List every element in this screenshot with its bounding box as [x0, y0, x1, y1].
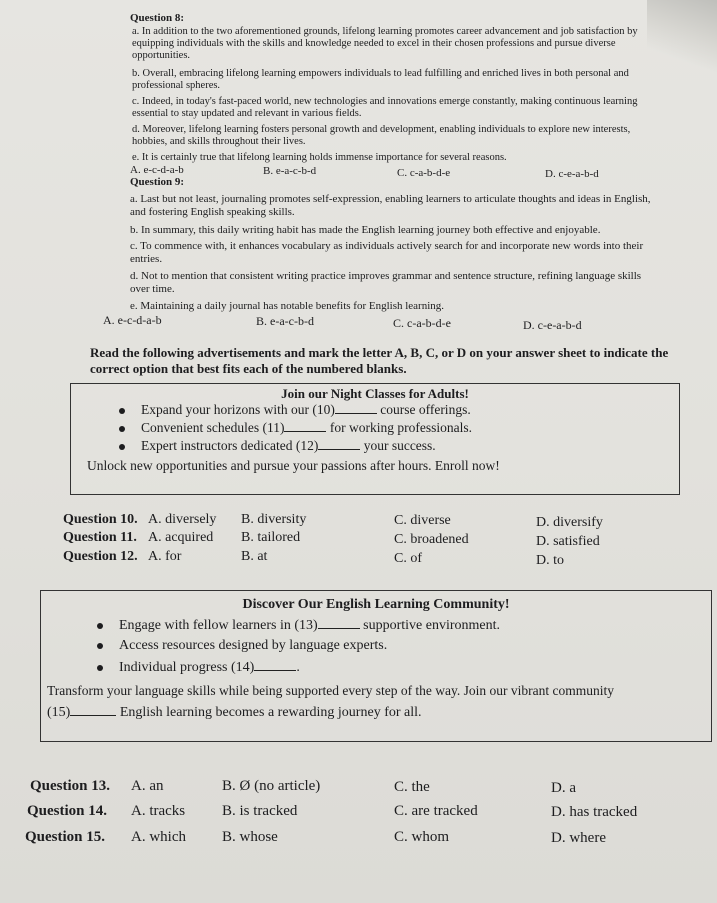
ad2-bullet-14: [97, 659, 300, 676]
q8-sentence-d: d. Moreover, lifelong learning fosters personal growth and development, enabling individuals to explore new interests, hobbies, and skills throughout their lives.: [132, 124, 631, 147]
ad1-bullet-10-text-post: course offerings.: [380, 402, 471, 417]
q15-option-c[interactable]: C. whom: [394, 829, 450, 845]
ad1-bullet-10-text: Expand your horizons with our (10): [141, 402, 335, 417]
bullet-icon: [97, 623, 103, 629]
q11-option-d[interactable]: D. satisfied: [536, 534, 600, 549]
q9-option-b[interactable]: B. e-a-c-b-d: [256, 314, 314, 328]
q12-option-b[interactable]: B. at: [241, 549, 268, 564]
ad2-bullet-13-text-post: supportive environment.: [363, 618, 501, 633]
q12-option-a[interactable]: A. for: [148, 549, 182, 564]
bullet-icon: [97, 665, 103, 671]
q8-option-c[interactable]: C. c-a-b-d-e: [397, 167, 451, 179]
q11-label-text: Question 11.: [63, 530, 137, 545]
ad2-bullet-13-text: Engage with fellow learners in (13): [119, 618, 318, 633]
bullet-icon: [119, 408, 125, 414]
q10-option-c[interactable]: C. diverse: [394, 513, 451, 528]
q8-sentence-c: c. Indeed, in today's fast-paced world, new technologies and innovations emerge constantly, making continuous learning essential to stay updated and relevant in various fields.: [132, 96, 638, 119]
ad1-bullet-12: [119, 438, 436, 454]
ad1-bullet-12-text-post: your success.: [363, 438, 436, 453]
ad1-bullet-11-text: Convenient schedules (11): [141, 420, 285, 435]
q8-sentence-e: e. It is certainly true that lifelong learning holds immense importance for several reasons.: [132, 152, 507, 163]
question-11-label: [63, 530, 137, 546]
ad2-closing-15-num: (15): [47, 705, 71, 720]
question-15-label: [25, 829, 105, 846]
q15-option-d[interactable]: D. where: [551, 830, 606, 846]
q10-option-a[interactable]: A. diversely: [148, 512, 217, 527]
bullet-icon: [119, 426, 125, 432]
blank-12[interactable]: [318, 438, 360, 450]
q15-option-b[interactable]: B. whose: [222, 829, 278, 845]
q14-option-b[interactable]: B. is tracked: [222, 803, 298, 819]
advertisement-night-classes: [70, 383, 680, 495]
question-14-label: [27, 803, 107, 820]
ad2-bullet-13: [97, 617, 500, 634]
blank-15[interactable]: [70, 704, 116, 716]
q8-option-b[interactable]: B. e-a-c-b-d: [263, 165, 317, 177]
q8-sentence-a: a. In addition to the two aforementioned grounds, lifelong learning promotes career advancement and job satisfaction by equipping individuals with the skills and knowledge needed to excel in their chosen professions and pursue diverse opportunities.: [132, 26, 638, 61]
q12-option-c[interactable]: C. of: [394, 551, 422, 566]
ad2-bullet-resources-text: Access resources designed by language experts.: [119, 638, 388, 653]
q9-sentence-e: e. Maintaining a daily journal has notable benefits for English learning.: [130, 300, 445, 312]
q10-option-b[interactable]: B. diversity: [241, 512, 307, 527]
ad1-closing: Unlock new opportunities and pursue your passions after hours. Enroll now!: [87, 458, 500, 473]
q10-label-text: Question 10.: [63, 512, 138, 527]
blank-10[interactable]: [335, 402, 377, 414]
q15-label-text: Question 15.: [25, 829, 106, 845]
q9-sentence-c: c. To commence with, it enhances vocabulary as individuals actively search for and incorporate new words into their entries.: [130, 240, 644, 265]
q11-option-c[interactable]: C. broadened: [394, 532, 469, 547]
q11-option-b[interactable]: B. tailored: [241, 530, 301, 545]
q8-option-a[interactable]: A. e-c-d-a-b: [130, 164, 184, 176]
ad1-bullet-11-text-post: for working professionals.: [329, 420, 472, 435]
q15-option-a[interactable]: A. which: [131, 829, 186, 845]
q10-option-d[interactable]: D. diversify: [536, 515, 603, 530]
q14-option-c[interactable]: C. are tracked: [394, 803, 478, 819]
page-curl-shadow: [647, 0, 717, 80]
ad1-title: Join our Night Classes for Adults!: [281, 386, 469, 401]
q8-option-d[interactable]: D. c-e-a-b-d: [545, 168, 599, 180]
q9-sentence-b: b. In summary, this daily writing habit has made the English learning journey both effective and enjoyable.: [130, 224, 601, 236]
bullet-icon: [97, 643, 103, 649]
q13-option-c[interactable]: C. the: [394, 779, 430, 795]
question-12-label: [63, 549, 138, 565]
question-8-title: Question 8:: [130, 12, 185, 24]
q13-option-a[interactable]: A. an: [131, 778, 164, 794]
q14-option-d[interactable]: D. has tracked: [551, 804, 638, 820]
ad2-closing-line-1: Transform your language skills while being supported every step of the way. Join our vibrant community: [47, 683, 615, 698]
q9-sentence-a: a. Last but not least, journaling promotes self-expression, enabling learners to articulate thoughts and ideas in English, and fostering English speaking skills.: [130, 193, 651, 218]
q9-option-a[interactable]: A. e-c-d-a-b: [103, 313, 162, 327]
ad1-bullet-12-text: Expert instructors dedicated (12): [141, 438, 319, 453]
blank-11[interactable]: [284, 420, 326, 432]
q11-option-a[interactable]: A. acquired: [148, 530, 214, 545]
q14-option-a[interactable]: A. tracks: [131, 803, 186, 819]
ad2-title: Discover Our English Learning Community!: [242, 597, 510, 612]
q9-sentence-d: d. Not to mention that consistent writing practice improves grammar and sentence structure, refining language skills over time.: [130, 270, 642, 295]
q9-option-d[interactable]: D. c-e-a-b-d: [523, 318, 582, 332]
q12-option-d[interactable]: D. to: [536, 553, 564, 568]
bullet-icon: [119, 444, 125, 450]
q13-option-b[interactable]: B. Ø (no article): [222, 778, 321, 794]
q13-option-d[interactable]: D. a: [551, 780, 576, 796]
ad2-closing-line-2: [47, 704, 422, 721]
ad2-bullet-14-text-post: .: [296, 660, 300, 675]
ad1-bullet-10: [119, 402, 471, 418]
q13-label-text: Question 13.: [30, 778, 111, 794]
q12-label-text: Question 12.: [63, 549, 138, 564]
ad1-bullet-11: [119, 420, 472, 436]
ad2-closing-15-text: English learning becomes a rewarding journey for all.: [119, 705, 422, 720]
ad2-bullet-14-text: Individual progress (14): [119, 660, 255, 675]
question-9-title: Question 9:: [130, 176, 185, 188]
ad2-bullet-resources: [97, 638, 387, 654]
question-13-label: [30, 778, 110, 795]
q8-sentence-b: b. Overall, embracing lifelong learning empowers individuals to lead fulfilling and enriched lives in both personal and professional spheres.: [132, 68, 629, 91]
reading-instruction: Read the following advertisements and mark the letter A, B, C, or D on your answer sheet to indicate the correct option that best fits each of the numbered blanks.: [90, 345, 669, 376]
blank-14[interactable]: [254, 659, 296, 671]
question-10-label: [63, 512, 138, 528]
q14-label-text: Question 14.: [27, 803, 108, 819]
blank-13[interactable]: [318, 617, 360, 629]
advertisement-english-community: [40, 590, 712, 742]
q9-option-c[interactable]: C. c-a-b-d-e: [393, 316, 451, 330]
